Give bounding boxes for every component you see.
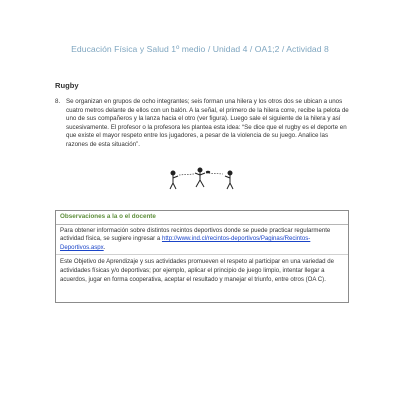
- activity-text: Se organizan en grupos de ocho integrantes; seis forman una hilera y los otros dos se ubican a unos cuatro metros delante de ellos con un balón. A la señal, el primero de la hilera corre, recibe la pelota de uno de sus compañeros y la lanza hacia el otro (ver figura). Luego sale el siguiente de la hilera y así sucesivamente. El profesor o la profesora les plantea esta idea: “Se dice que el rugby es el deporte en que existe el mayor respeto entre los jugadores, a pesar de la violencia de su juego. Analice las razones de esta situación”.: [66, 98, 349, 148]
- player-center-icon: [195, 168, 205, 187]
- rugby-figure: [168, 165, 240, 191]
- section-title: Rugby: [55, 81, 79, 90]
- player-right-icon: [225, 171, 233, 189]
- activity-number: 8.: [55, 98, 61, 105]
- recintos-link[interactable]: http://www.ind.cl/recintos-deportivos/Paginas/Recintos-Deportivos.aspx: [60, 235, 311, 251]
- teacher-notes-box: [55, 210, 349, 303]
- page-header: Educación Física y Salud 1º medio / Unidad 4 / OA1;2 / Actividad 8: [71, 44, 329, 54]
- notes-title: Observaciones a la o el docente: [56, 211, 348, 225]
- rugby-ball-icon: [206, 171, 210, 174]
- activity-item: [55, 98, 350, 150]
- notes-p1-text: Para obtener información sobre distintos recintos deportivos donde se puede practicar regularmente actividad física, se sugiere ingresar a: [60, 226, 331, 243]
- notes-p1-end: .: [103, 243, 106, 251]
- notes-paragraph-2: Este Objetivo de Aprendizaje y sus actividades promueven el respeto al participar en una variedad de actividades físicas y/o deportivas; por ejemplo, aplicar el principio de juego limpio, intentar llegar a acuerdos, jugar en forma cooperativa, aceptar el resultado y manejar el triunfo, entre otros (OA C).: [56, 254, 348, 284]
- notes-paragraph-1: [56, 225, 348, 253]
- player-left-icon: [170, 171, 178, 189]
